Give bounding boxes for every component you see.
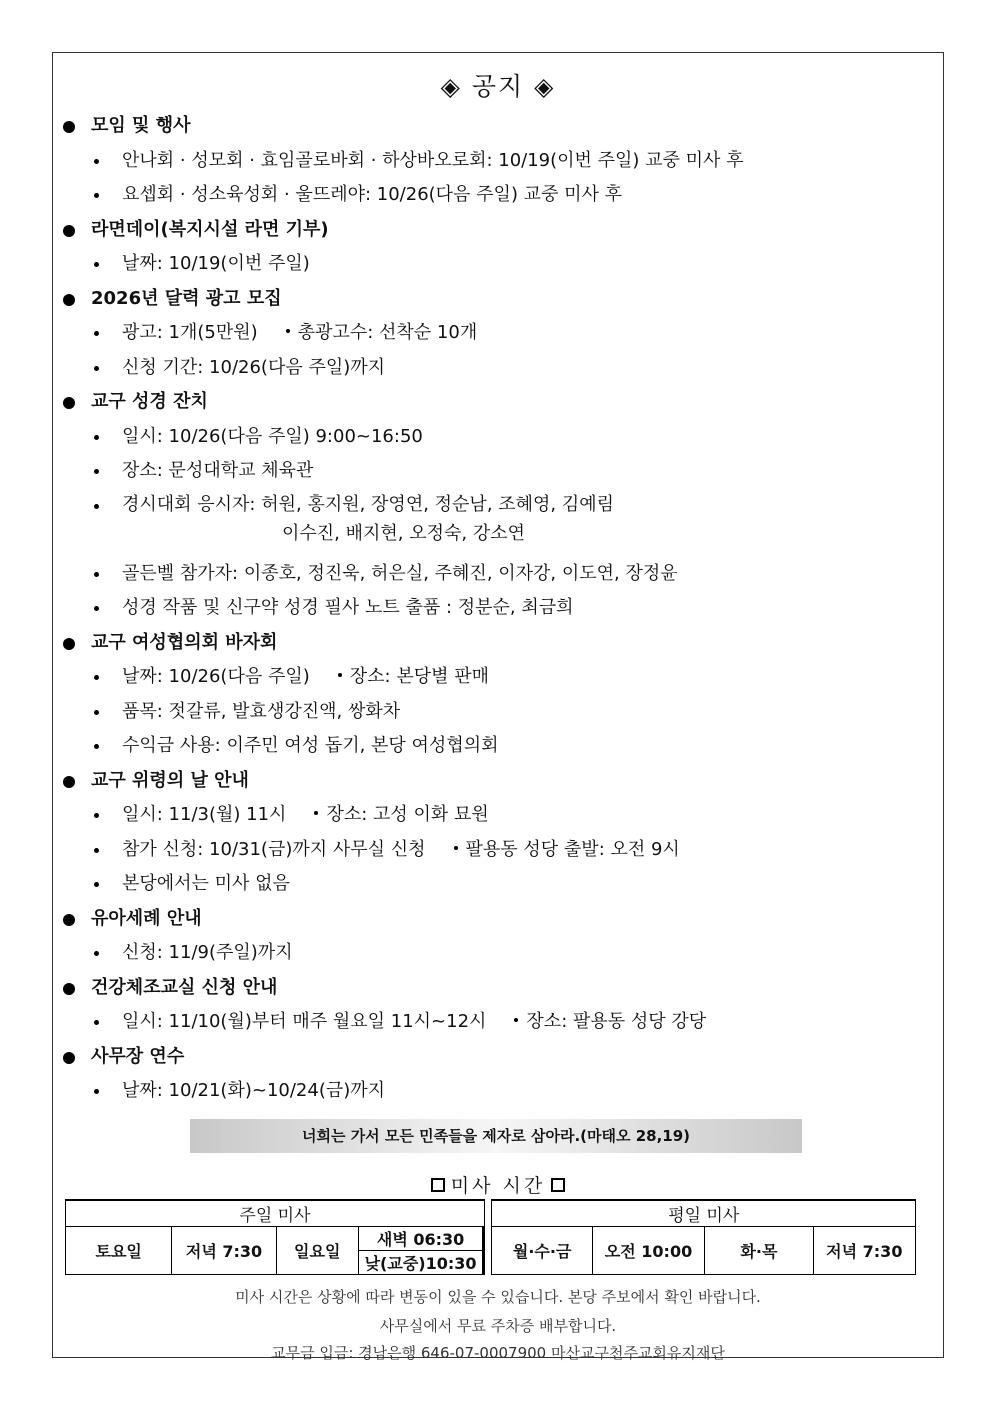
page-title: ◈ 공지 ◈	[440, 72, 556, 101]
list-item-line	[122, 695, 943, 730]
bullet-icon	[94, 951, 99, 956]
bullet-icon	[94, 331, 99, 336]
list-item	[53, 1005, 943, 1040]
list-item-line	[122, 591, 943, 626]
bullet-icon	[338, 673, 342, 677]
list-item-line	[122, 1005, 943, 1040]
list-item-line	[122, 729, 943, 764]
list-item-text: 날짜: 10/19(이번 주일)	[122, 253, 310, 274]
list-item-text: 골든벨 참가자: 이종호, 정진욱, 허은실, 주혜진, 이자강, 이도연, 장정윤	[122, 562, 678, 584]
list-item-line	[122, 798, 943, 833]
bullet-icon	[94, 159, 99, 164]
bullet-dot-icon	[63, 914, 75, 926]
mwf-label: 월·수·금	[492, 1227, 592, 1275]
list-item	[53, 489, 943, 557]
section-heading-text: 라면데이(복지시설 라면 기부)	[91, 218, 329, 240]
bullet-icon	[94, 882, 99, 887]
list-item-text: 광고: 1개(5만원)	[122, 322, 258, 343]
list-item-line	[122, 454, 943, 489]
list-item-line	[122, 351, 943, 386]
list-item-line	[122, 1074, 943, 1109]
list-item-line	[122, 867, 943, 902]
section-heading-text: 2026년 달력 광고 모집	[91, 287, 282, 309]
list-item-line	[122, 660, 943, 695]
bullet-icon	[94, 606, 99, 611]
bullet-icon	[94, 572, 99, 577]
note-parking: 사무실에서 무료 주차증 배부합니다.	[379, 1317, 617, 1335]
bullet-icon	[94, 710, 99, 715]
section-heading-text: 모임 및 행사	[91, 115, 191, 136]
list-item-extra	[454, 839, 680, 860]
list-item-extra	[286, 322, 478, 343]
list-item	[53, 798, 943, 833]
sunday-dawn-time: 새벽 06:30	[358, 1227, 483, 1251]
section-heading	[53, 902, 943, 937]
list-item-text: 날짜: 10/21(화)~10/24(금)까지	[122, 1080, 386, 1101]
bullet-icon	[94, 813, 99, 818]
list-item-text: 요셉회 · 성소육성회 · 울뜨레야: 10/26(다음 주일) 교중 미사 후	[122, 184, 623, 205]
list-item-text: 일시: 11/3(월) 11시	[122, 804, 287, 825]
footer-notes	[53, 1283, 943, 1365]
list-item-continuation: 이수진, 배지현, 오정숙, 강소연	[282, 522, 525, 544]
list-item-line	[122, 316, 943, 351]
section-heading-text: 건강체조교실 신청 안내	[91, 976, 278, 998]
list-item-extra	[338, 666, 489, 687]
section-heading-text: 사무장 연수	[91, 1045, 185, 1067]
section-heading-text: 교구 여성협의회 바자회	[91, 631, 278, 653]
bullet-icon	[94, 675, 99, 680]
list-item-text: 날짜: 10/26(다음 주일)	[122, 666, 310, 687]
section-heading	[53, 213, 943, 248]
section-heading-text: 교구 위령의 날 안내	[91, 769, 249, 791]
bible-verse-banner: 너희는 가서 모든 민족들을 제자로 삼아라.(마태오 28,19)	[190, 1119, 802, 1153]
bullet-icon	[94, 744, 99, 749]
list-item	[53, 144, 943, 179]
list-item-text: 신청: 11/9(주일)까지	[122, 942, 293, 963]
bullet-icon	[94, 262, 99, 267]
list-item-line	[122, 936, 943, 971]
list-item-extra	[314, 804, 488, 825]
bullet-dot-icon	[63, 983, 75, 995]
list-item	[53, 729, 943, 764]
list-item	[53, 591, 943, 626]
list-item	[53, 351, 943, 386]
list-item	[53, 695, 943, 730]
bullet-icon	[94, 1020, 99, 1025]
bullet-dot-icon	[63, 121, 75, 133]
saturday-label: 토요일	[66, 1227, 172, 1275]
section-heading	[53, 109, 943, 144]
bullet-icon	[94, 193, 99, 198]
sunday-label: 일요일	[276, 1227, 358, 1275]
list-item	[53, 1074, 943, 1109]
tue-thu-label: 화·목	[705, 1227, 813, 1275]
list-item	[53, 247, 943, 282]
list-item	[53, 833, 943, 868]
mass-title-text: 미사 시간	[450, 1175, 546, 1197]
list-item-line	[122, 247, 943, 282]
list-item-text: 신청 기간: 10/26(다음 주일)까지	[122, 356, 386, 378]
checkbox-square-icon	[431, 1178, 445, 1192]
list-item-text: 본당에서는 미사 없음	[122, 873, 290, 894]
section-heading	[53, 282, 943, 317]
list-item-extra-text: 장소: 본당별 판매	[349, 666, 489, 687]
list-item	[53, 178, 943, 213]
bullet-icon	[94, 469, 99, 474]
mass-schedule-table	[65, 1199, 916, 1275]
list-item-text: 성경 작품 및 신구약 성경 필사 노트 출품 : 정분순, 최금희	[122, 597, 574, 618]
list-item-line	[122, 833, 943, 868]
bullet-icon	[514, 1018, 518, 1022]
list-item-text: 참가 신청: 10/31(금)까지 사무실 신청	[122, 838, 426, 860]
bullet-icon	[94, 435, 99, 440]
bullet-dot-icon	[63, 294, 75, 306]
section-heading	[53, 764, 943, 799]
list-item-text: 안나회 · 성모회 · 효임골로바회 · 하상바오로회: 10/19(이번 주일) 교중 미사 후	[122, 149, 744, 171]
list-item-text: 수익금 사용: 이주민 여성 돕기, 본당 여성협의회	[122, 735, 499, 756]
bullet-dot-icon	[63, 225, 75, 237]
list-item-text: 일시: 10/26(다음 주일) 9:00~16:50	[122, 425, 423, 447]
bullet-icon	[94, 1089, 99, 1094]
bullet-dot-icon	[63, 1052, 75, 1064]
checkbox-square-icon	[551, 1178, 565, 1192]
list-item	[53, 867, 943, 902]
weekday-mass-header: 평일 미사	[492, 1200, 916, 1227]
bullet-dot-icon	[63, 397, 75, 409]
bullet-dot-icon	[63, 776, 75, 788]
table-gap	[484, 1200, 492, 1227]
list-item-line	[122, 489, 943, 521]
tue-thu-time: 저녁 7:30	[813, 1227, 915, 1275]
section-heading	[53, 971, 943, 1006]
list-item	[53, 660, 943, 695]
section-heading	[53, 385, 943, 420]
section-heading	[53, 626, 943, 661]
list-item-line	[122, 144, 943, 179]
list-item	[53, 316, 943, 351]
sunday-main-time: 낮(교중)10:30	[358, 1251, 483, 1275]
section-heading-text: 유아세례 안내	[91, 907, 202, 929]
section-heading-text: 교구 성경 잔치	[91, 391, 208, 412]
sunday-mass-header: 주일 미사	[66, 1200, 485, 1227]
section-heading	[53, 1040, 943, 1075]
note-bank-account: 교무금 입금: 경남은행 646-07-0007900 마산교구천주교회유지재단	[271, 1344, 725, 1362]
bullet-icon	[94, 504, 99, 509]
list-item	[53, 557, 943, 592]
list-item-text: 경시대회 응시자: 허원, 홍지원, 장영연, 정순남, 조혜영, 김예림	[122, 493, 615, 515]
list-item	[53, 936, 943, 971]
list-item	[53, 420, 943, 455]
saturday-time: 저녁 7:30	[172, 1227, 276, 1275]
list-item-extra-text: 장소: 고성 이화 묘원	[326, 804, 489, 825]
list-item-extra	[514, 1011, 706, 1032]
bullet-icon	[314, 811, 318, 815]
table-gap	[484, 1227, 492, 1275]
list-item-line	[122, 178, 943, 213]
list-item-line	[122, 557, 943, 592]
notice-sections	[53, 109, 943, 1109]
list-item	[53, 454, 943, 489]
bullet-icon	[286, 329, 290, 333]
list-item-extra-text: 장소: 팔용동 성당 강당	[526, 1011, 707, 1032]
list-item-text: 장소: 문성대학교 체육관	[122, 460, 314, 481]
note-mass-change: 미사 시간은 상황에 따라 변동이 있을 수 있습니다. 본당 주보에서 확인 바랍니다.	[235, 1288, 761, 1306]
list-item-extra-text: 팔용동 성당 출발: 오전 9시	[465, 838, 680, 860]
list-item-text: 일시: 11/10(월)부터 매주 월요일 11시~12시	[122, 1011, 487, 1032]
list-item-text: 품목: 젓갈류, 발효생강진액, 쌍화차	[122, 700, 401, 722]
mass-schedule-title	[53, 1171, 943, 1198]
bullet-icon	[94, 366, 99, 371]
list-item-extra-text: 총광고수: 선착순 10개	[297, 322, 478, 343]
bullet-dot-icon	[63, 638, 75, 650]
notice-frame	[52, 52, 944, 1362]
list-item-line	[122, 420, 943, 455]
bullet-icon	[454, 846, 458, 850]
bullet-icon	[94, 848, 99, 853]
mwf-time: 오전 10:00	[592, 1227, 704, 1275]
